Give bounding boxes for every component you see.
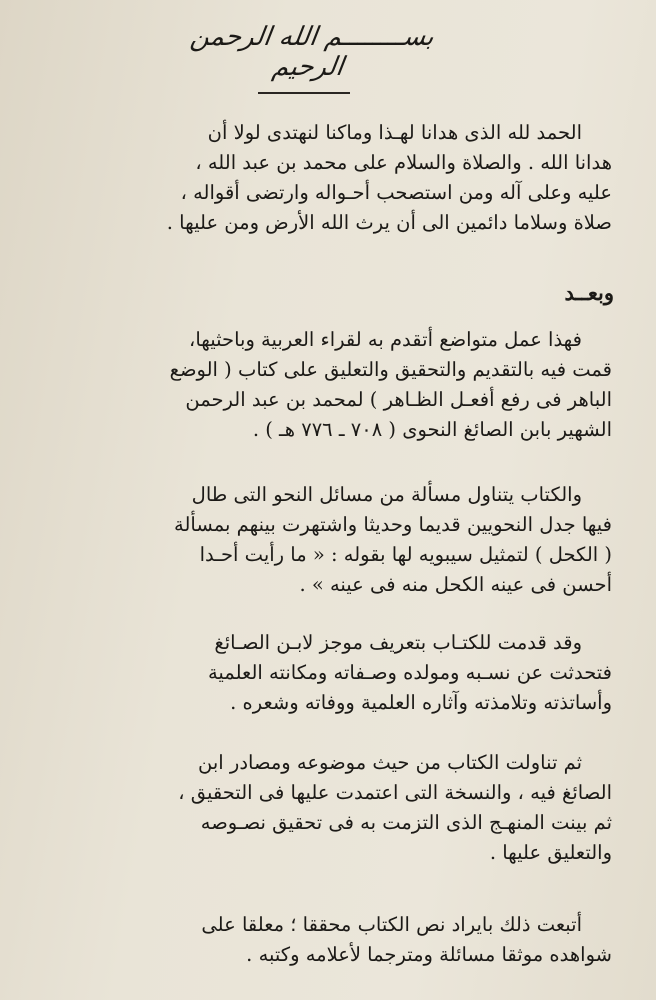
intro-paragraph xyxy=(52,118,612,238)
paragraph-line: الشهير بابن الصائغ النحوى ( ٧٠٨ ـ ٧٧٦ هـ ) . xyxy=(252,418,612,441)
paragraph xyxy=(52,628,612,718)
paragraph-line: الباهر فى رفع أفعـل الظـاهر ) لمحمد بن عبد الرحمن xyxy=(185,388,612,411)
paragraph-line: فتحدثت عن نسـبه ومولده وصـفاته ومكانته العلمية xyxy=(207,661,612,684)
paragraph-line: وأساتذته وتلامذته وآثاره العلمية ووفاته وشعره . xyxy=(230,691,612,714)
paragraph-line: قمت فيه بالتقديم والتحقيق والتعليق على كتاب ( الوضع xyxy=(169,358,612,381)
paragraph xyxy=(52,748,612,868)
paragraph-line: عليه وعلى آله ومن استصحب أحـواله وارتضى أقواله ، xyxy=(180,181,612,204)
paragraph-line: أتبعت ذلك بايراد نص الكتاب محققا ؛ معلقا على xyxy=(201,913,582,936)
paragraph xyxy=(52,480,612,600)
paragraph-line: فهذا عمل متواضع أتقدم به لقراء العربية وباحثيها، xyxy=(189,328,582,351)
paragraph-line: ( الكحل ) لتمثيل سيبويه لها بقوله : « ما رأيت أحـدا xyxy=(199,543,612,566)
basmala-heading: بســــــــم الله الرحمن الرحيم xyxy=(188,22,436,82)
paragraph-line: شواهده موثقا مسائلة ومترجما لأعلامه وكتبه . xyxy=(246,943,612,966)
section-heading: وبعــد xyxy=(564,280,614,305)
paragraph-line: فيها جدل النحويين قديما وحديثا واشتهرت بينهم بمسألة xyxy=(174,513,612,536)
paragraph-line: الصائغ فيه ، والنسخة التى اعتمدت عليها فى التحقيق ، xyxy=(178,781,612,804)
paragraph-line: وقد قدمت للكتـاب بتعريف موجز لابـن الصـائغ xyxy=(214,631,582,654)
paragraph-line: والكتاب يتناول مسألة من مسائل النحو التى طال xyxy=(191,483,582,506)
paragraph-line: أحسن فى عينه الكحل منه فى عينه » . xyxy=(299,573,612,596)
paragraph xyxy=(52,910,612,970)
ornamental-rule xyxy=(258,92,350,94)
paragraph-line: صلاة وسلاما دائمين الى أن يرث الله الأرض ومن عليها . xyxy=(166,211,612,234)
paragraph-line: والتعليق عليها . xyxy=(489,841,612,864)
paragraph-line: ثم بينت المنهـج الذى التزمت به فى تحقيق نصـوصه xyxy=(200,811,612,834)
paragraph-line: الحمد لله الذى هدانا لهـذا وماكنا لنهتدى لولا أن xyxy=(207,121,582,144)
paragraph xyxy=(52,325,612,445)
paragraph-line: ثم تناولت الكتاب من حيث موضوعه ومصادر ابن xyxy=(198,751,582,774)
paragraph-line: هدانا الله . والصلاة والسلام على محمد بن عبد الله ، xyxy=(195,151,612,174)
